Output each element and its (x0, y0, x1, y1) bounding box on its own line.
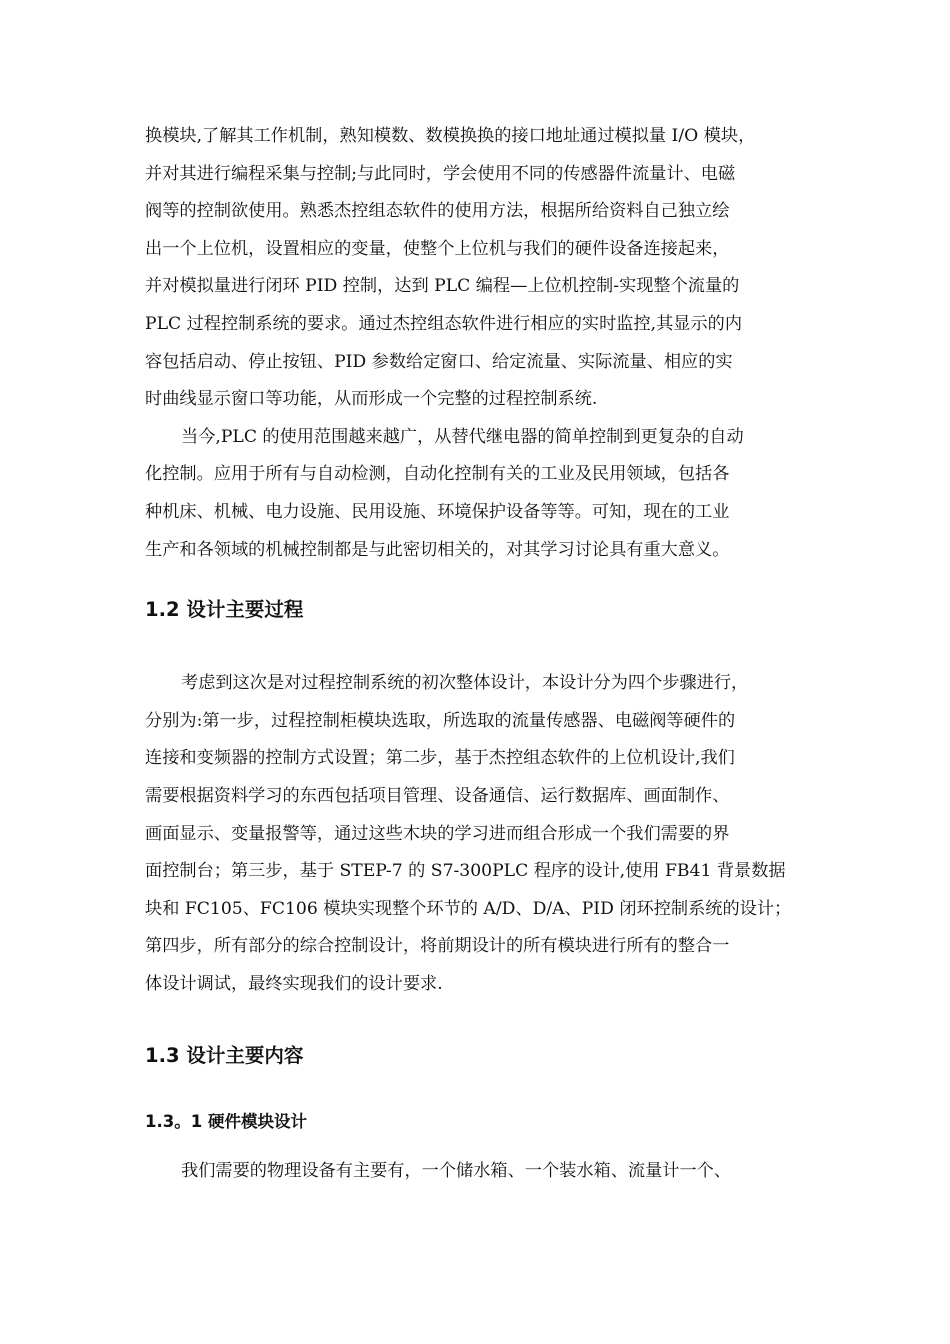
text-line: 出一个上位机，设置相应的变量，使整个上位机与我们的硬件设备连接起来， (145, 238, 730, 259)
text-line: 并对其进行编程采集与控制;与此同时，学会使用不同的传感器件流量计、电磁 (145, 163, 736, 184)
text-line: 画面显示、变量报警等，通过这些木块的学习进而组合形成一个我们需要的界 (145, 823, 730, 844)
text-line: 考虑到这次是对过程控制系统的初次整体设计，本设计分为四个步骤进行， (181, 673, 749, 694)
text-line: 当今,PLC 的使用范围越来越广，从替代继电器的简单控制到更复杂的自动 (181, 426, 744, 447)
text-line: 块和 FC105、FC106 模块实现整个环节的 A/D、D/A、PID 闭环控制系统的设计； (145, 898, 792, 919)
text-line: 种机床、机械、电力设施、民用设施、环境保护设备等等。可知，现在的工业 (145, 501, 730, 522)
document-body (145, 118, 815, 1191)
text-line: 第四步，所有部分的综合控制设计，将前期设计的所有模块进行所有的整合一 (145, 936, 730, 957)
text-line: 需要根据资料学习的东西包括项目管理、设备通信、运行数据库、画面制作、 (145, 785, 730, 806)
paragraph-design-process (145, 665, 815, 1003)
text-line: 换模块,了解其工作机制，熟知模数、数模换换的接口地址通过模拟量 I/O 模块， (145, 126, 756, 146)
text-line: 阀等的控制欲使用。熟悉杰控组态软件的使用方法，根据所给资料自己独立绘 (145, 201, 730, 222)
text-line: 并对模拟量进行闭环 PID 控制，达到 PLC 编程—上位机控制-实现整个流量的 (145, 276, 740, 297)
text-line: 时曲线显示窗口等功能，从而形成一个完整的过程控制系统. (145, 389, 598, 410)
text-line: PLC 过程控制系统的要求。通过杰控组态软件进行相应的实时监控,其显示的内 (145, 313, 743, 334)
text-line: 容包括启动、停止按钮、PID 参数给定窗口、给定流量、实际流量、相应的实 (145, 351, 733, 372)
text-line: 化控制。应用于所有与自动检测，自动化控制有关的工业及民用领域，包括各 (145, 464, 730, 485)
paragraph-hardware (145, 1153, 815, 1191)
paragraph-plc (145, 419, 815, 569)
section-heading-1-2: 1.2 设计主要过程 (145, 598, 304, 622)
text-line: 连接和变频器的控制方式设置；第二步，基于杰控组态软件的上位机设计,我们 (145, 748, 735, 769)
subsection-heading-1-3-1: 1.3。1 硬件模块设计 (145, 1112, 307, 1132)
text-line: 面控制台；第三步，基于 STEP-7 的 S7-300PLC 程序的设计,使用 FB41 背景数据 (145, 861, 786, 882)
section-heading-1-3: 1.3 设计主要内容 (145, 1044, 304, 1068)
text-line: 生产和各领域的机械控制都是与此密切相关的，对其学习讨论具有重大意义。 (145, 539, 730, 560)
paragraph-continued (145, 118, 815, 419)
text-line: 我们需要的物理设备有主要有，一个储水箱、一个装水箱、流量计一个、 (181, 1161, 732, 1182)
text-line: 分别为:第一步，过程控制柜模块选取，所选取的流量传感器、电磁阀等硬件的 (145, 710, 736, 731)
text-line: 体设计调试，最终实现我们的设计要求. (145, 973, 443, 994)
